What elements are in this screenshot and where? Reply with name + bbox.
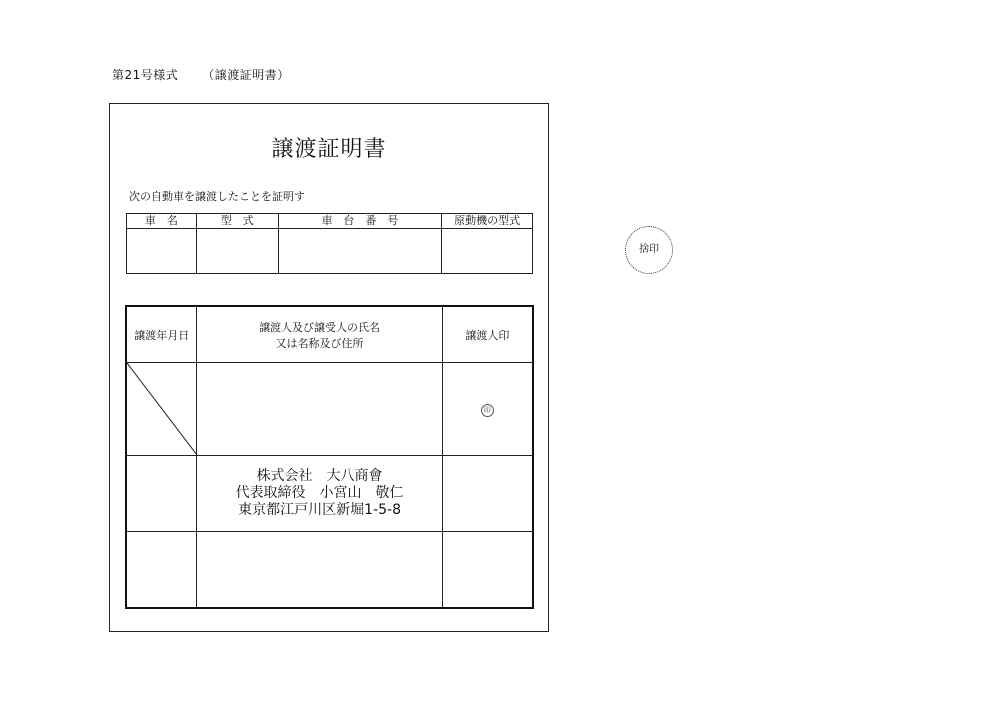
certification-statement: 次の自動車を譲渡したことを証明す — [129, 190, 305, 203]
diagonal-strike-line — [127, 363, 197, 455]
seal-cell — [442, 363, 533, 456]
header-parties-line2: 又は名称及び住所 — [275, 336, 364, 350]
transfer-table — [125, 305, 534, 609]
transfer-row — [126, 363, 533, 456]
cell-model[interactable] — [196, 229, 278, 274]
seal-mark: 印 — [481, 404, 494, 417]
header-chassis-number: 車 台 番 号 — [278, 214, 442, 229]
vehicle-table-header — [127, 214, 533, 229]
seal-cell[interactable] — [442, 456, 533, 532]
cell-chassis-number[interactable] — [278, 229, 442, 274]
seal-cell[interactable] — [442, 532, 533, 609]
vehicle-table-row — [127, 229, 533, 274]
header-car-name: 車 名 — [127, 214, 197, 229]
document-title: 譲渡証明書 — [271, 137, 387, 162]
header-transferor-seal: 譲渡人印 — [442, 306, 533, 363]
transfer-date-cell-struck — [126, 363, 197, 456]
cell-car-name[interactable] — [127, 229, 197, 274]
transfer-date-cell[interactable] — [126, 456, 197, 532]
header-parties — [197, 306, 442, 363]
company-representative: 代表取締役 小宮山 敬仁 — [235, 485, 404, 501]
parties-cell[interactable] — [197, 532, 442, 609]
transfer-row — [126, 456, 533, 532]
transfer-table-header — [126, 306, 533, 363]
company-name: 株式会社 大八商會 — [256, 468, 383, 484]
form-number-label: 第21号様式 — [112, 68, 179, 82]
header-engine-model: 原動機の型式 — [442, 214, 533, 229]
transfer-row — [126, 532, 533, 609]
header-model: 型 式 — [196, 214, 278, 229]
discard-seal-stamp: 捨印 — [625, 226, 673, 274]
cell-engine-model[interactable] — [442, 229, 533, 274]
form-number-title: （譲渡証明書） — [202, 68, 290, 82]
company-info — [197, 456, 442, 532]
header-parties-line1: 譲渡人及び譲受人の氏名 — [259, 320, 381, 334]
company-address: 東京都江戸川区新堀1-5-8 — [238, 502, 401, 518]
form-number — [112, 66, 290, 83]
parties-cell[interactable] — [197, 363, 442, 456]
transfer-date-cell[interactable] — [126, 532, 197, 609]
header-transfer-date: 譲渡年月日 — [126, 306, 197, 363]
vehicle-table — [126, 213, 533, 274]
